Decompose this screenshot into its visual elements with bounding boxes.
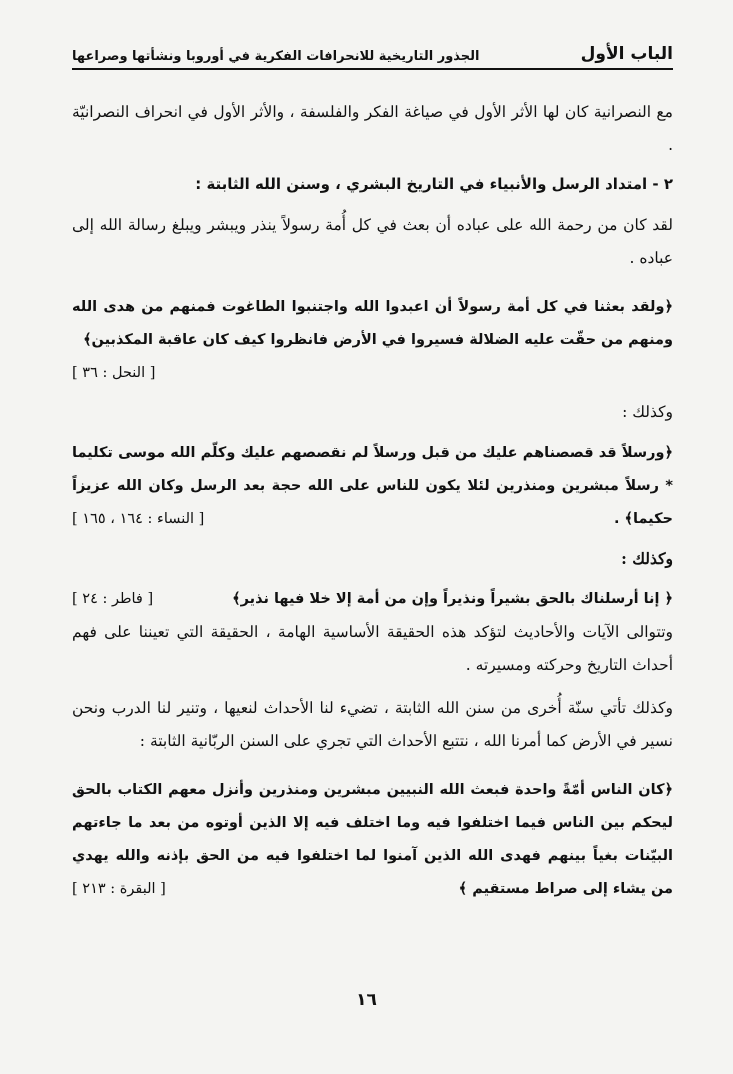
quote-3-reference: [ فاطر : ٢٤ ]	[72, 591, 154, 607]
transition-label-1: وكذلك :	[622, 403, 673, 421]
quran-quote-1: ﴿ولقد بعثنا في كل أمة رسولاً أن اعبدوا الله واجتنبوا الطاغوت فمنهم من هدى الله ومنهم من حقّت عليه الضلالة فسيروا في الأرض فانظروا كيف كان عاقبة المكذبين﴾	[72, 299, 673, 348]
quran-quote-3	[72, 583, 673, 616]
quote-1-reference: [ النحل : ٣٦ ]	[72, 365, 156, 381]
quote-2-text: ﴿ورسلاً قد قصصناهم عليك من قبل ورسلاً لم نقصصهم عليك وكلّم الله موسى تكليما * رسلاً مبشرين ومنذرين لئلا يكون للناس على الله حجة بعد الرسل وكان الله عزيزاً حكيما﴾ .	[72, 445, 673, 527]
quote-4-text: ﴿كان الناس أمّةً واحدة فبعث الله النبيين مبشرين ومنذرين وأنزل معهم الكتاب بالحق ليحكم بين الناس فيما اختلفوا فيه وما اختلف فيه إلا الذين أوتوه من بعد ما جاءتهم البيّنات بغياً بينهم فهدى الله الذين آمنوا لما اختلفوا فيه من الحق بإذنه والله يهدي من يشاء إلى صراط مستقيم ﴾	[72, 782, 673, 897]
quote-3-text: ﴿ إنا أرسلناك بالحق بشيراً ونذيراً وإن من أمة إلا خلا فيها نذير﴾	[232, 591, 673, 607]
section-heading: ٢ - امتداد الرسل والأنبياء في التاريخ البشري ، وسنن الله الثابتة :	[195, 175, 673, 193]
running-title: الجذور التاريخية للانحرافات الفكرية في أوروبا ونشأتها وصراعها	[72, 49, 480, 64]
paragraph-3: وتتوالى الآيات والأحاديث لتؤكد هذه الحقيقة الأساسية الهامة ، الحقيقة التي تعيننا على فهم أحداث التاريخ وحركته ومسيرته .	[72, 623, 673, 674]
transition-label-2: وكذلك :	[621, 549, 673, 568]
section-paragraph: لقد كان من رحمة الله على عباده أن بعث في كل أُمة رسولاً ينذر ويبشر ويبلغ رسالة الله إلى عباده .	[72, 216, 673, 267]
page-body	[72, 96, 673, 906]
quran-quote-2	[72, 437, 673, 536]
intro-paragraph: مع النصرانية كان لها الأثر الأول في صياغة الفكر والفلسفة ، والأثر الأول في انحراف النصرانيّة .	[72, 103, 673, 154]
chapter-title: الباب الأول	[580, 44, 673, 64]
page-number: ١٦	[356, 990, 377, 1010]
page-header	[72, 38, 673, 70]
quran-quote-4	[72, 774, 673, 906]
quote-2-reference: [ النساء : ١٦٤ ، ١٦٥ ]	[72, 511, 205, 527]
paragraph-4: وكذلك تأتي سنّة أُخرى من سنن الله الثابتة ، تضيء لنا الأحداث لنعيها ، وتنير لنا الدرب ونحن نسير في الأرض كما أمرنا الله ، نتتبع الأحداث التي تجري على السنن الربّانية الثابتة :	[72, 699, 673, 750]
quote-4-reference: [ البقرة : ٢١٣ ]	[72, 881, 166, 897]
